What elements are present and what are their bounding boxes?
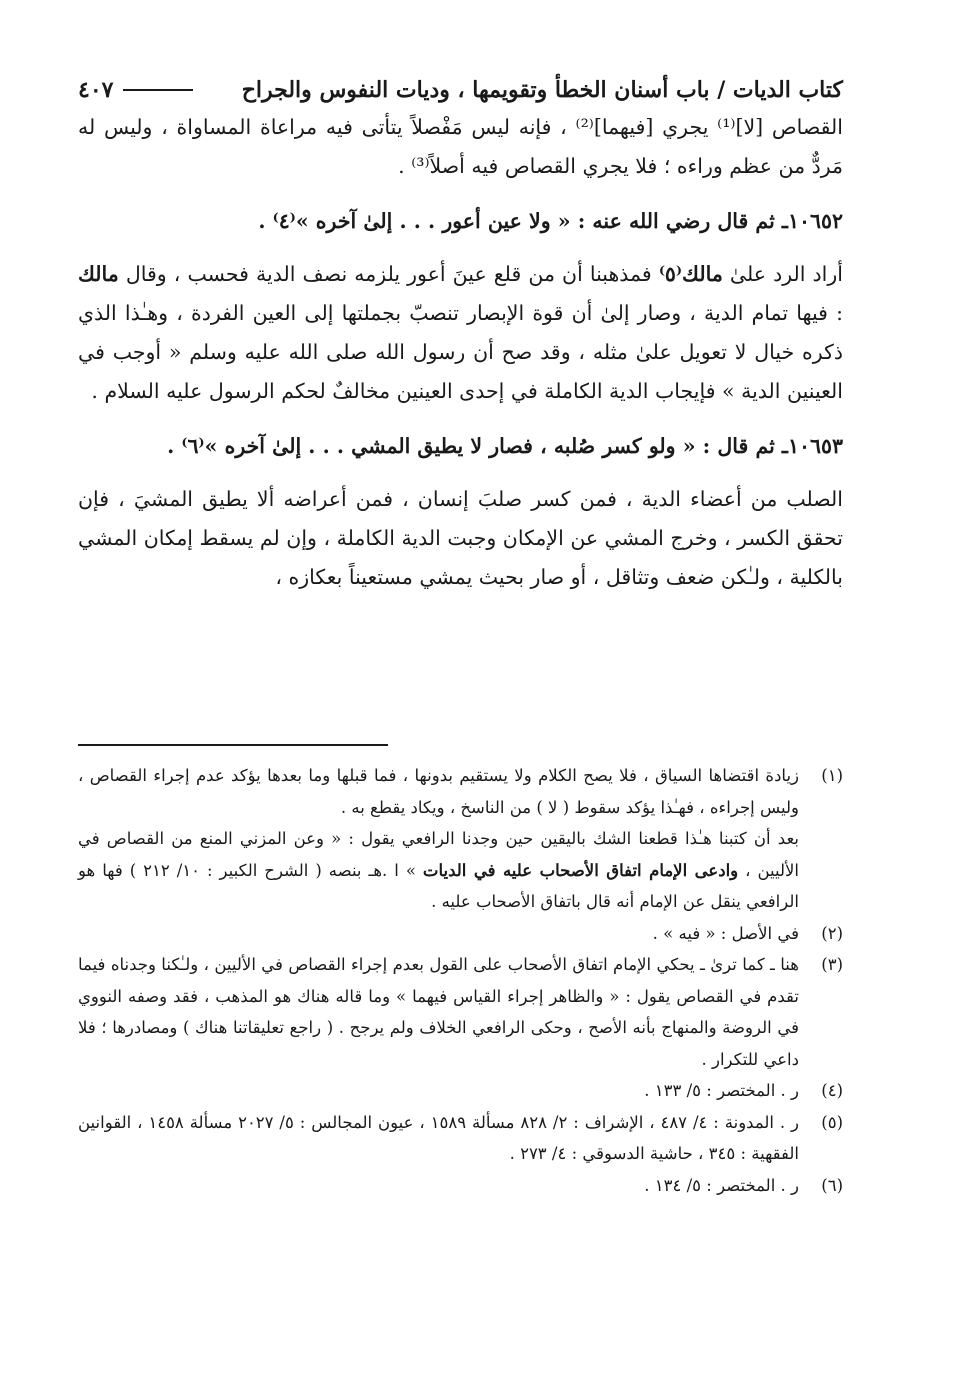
- paragraph-2-part-a: أراد الرد علىٰ: [729, 262, 843, 286]
- main-text: [78, 108, 843, 597]
- footnote-3: [78, 949, 843, 1075]
- footnote-text: ر . المختصر : ٥/ ١٣٣ .: [644, 1081, 799, 1100]
- issue-number: ١٠٦٥٢: [787, 209, 843, 233]
- footnote-number: (٦): [821, 1175, 843, 1195]
- malik-name-2: مالك: [78, 262, 119, 286]
- running-header: [78, 72, 843, 108]
- issue-lead: ـ ثم قال رضي الله عنه :: [577, 209, 788, 233]
- issue-quote: « ولا عين أعور . . . إلىٰ آخره »⁽٤⁾ .: [258, 209, 571, 233]
- footnote-number: (٥): [821, 1112, 843, 1132]
- footnote-text: زيادة اقتضاها السياق ، فلا يصح الكلام ولا يستقيم بدونها ، فما قبلها وما بعدها يؤكد عدم إجراء القصاص ، وليس إجراءه ، فهـٰذا يؤكد سقوط ( لا ) من الناسخ ، ويكاد يقطع به .: [78, 766, 799, 817]
- header-page-group: [78, 77, 193, 103]
- footnote-number: (٤): [821, 1081, 843, 1100]
- footnote-6: [78, 1170, 843, 1202]
- footnote-number: (٢): [821, 923, 843, 943]
- issue-10652: [78, 202, 843, 241]
- footnote-5: [78, 1107, 843, 1170]
- footnote-text: في الأصل : « فيه » .: [652, 923, 799, 943]
- header-title: كتاب الديات / باب أسنان الخطأ وتقويمها ، وديات النفوس والجراح: [241, 77, 843, 103]
- issue-10653: [78, 427, 843, 466]
- footnote-number: (١): [821, 766, 843, 785]
- paragraph-1: القصاص [لا]⁽¹⁾ يجري [فيهما]⁽²⁾ ، فإنه ليس مَفْصلاً يتأتى فيه مراعاة المساواة ، وليس له مَردٌّ من عظم وراءه ؛ فلا يجري القصاص فيه أصلاً⁽³⁾ .: [78, 115, 843, 178]
- document-page: [78, 72, 843, 1195]
- footnote-text: هنا ـ كما ترىٰ ـ يحكي الإمام اتفاق الأصحاب على القول بعدم إجراء القصاص في الأليين ، ولـٰكنا وجدناه فيما تقدم في القصاص يقول : « والظاهر إجراء القياس فيهما » وما قاله هناك هو المذهب ، فقد وصفه النووي في الروضة والمنهاج بأنه الأصح ، وحكى الرافعي الخلاف ولم يرجح . ( راجع تعليقاتنا هناك ) ومصادرها ؛ فلا داعي للتكرار .: [78, 955, 799, 1069]
- page-number: ٤٠٧: [78, 77, 114, 103]
- footnote-2: [78, 918, 843, 950]
- paragraph-2-part-b: فمذهبنا أن من قلع عينَ أعور يلزمه نصف الدية فحسب ، وقال: [125, 262, 652, 286]
- paragraph-3: الصلب من أعضاء الدية ، فمن كسر صلبَ إنسان ، فمن أعراضه ألا يطيق المشيَ ، فإن تحقق الكسر ، وخرج المشي عن الإمكان وجبت الدية الكاملة ، وإن لم يسقط إمكان المشي بالكلية ، ولـٰكن ضعف وتثاقل ، أو صار بحيث يمشي مستعيناً بعكازه ،: [78, 487, 843, 589]
- issue-quote: « ولو كسر صُلبه ، فصار لا يطيق المشي . . . إلىٰ آخره »⁽٦⁾ .: [167, 434, 696, 458]
- footnote-4: [78, 1075, 843, 1107]
- footnote-1-cont-bold: وادعى الإمام اتفاق الأصحاب عليه في الديات: [422, 860, 739, 880]
- issue-number: ١٠٦٥٣: [787, 434, 843, 458]
- header-rule: [123, 89, 193, 91]
- footnote-1-cont-a: بعد أن كتبنا هـٰذا قطعنا الشك باليقين حين وجدنا الرافعي يقول : « وعن المزني المنع من القصاص في الأليين ،: [78, 829, 799, 880]
- paragraph-2: [78, 255, 843, 411]
- paragraph-2-part-c: : فيها تمام الدية ، وصار إلىٰ أن قوة الإبصار تنصبّ بجملتها إلى العين الفردة ، وهـٰذا الذي ذكره خيال لا تعويل علىٰ مثله ، وقد صح أن رسول الله صلى الله عليه وسلم « أوجب في العينين الدية » فإيجاب الدية الكاملة في إحدى العينين مخالفٌ لحكم الرسول عليه السلام .: [78, 301, 843, 403]
- footnote-separator: [78, 744, 388, 746]
- malik-name: مالك⁽٥⁾: [658, 262, 723, 286]
- footnote-text: ر . المدونة : ٤/ ٤٨٧ ، الإشراف : ٢/ ٨٢٨ مسألة ١٥٨٩ ، عيون المجالس : ٥/ ٢٠٢٧ مسألة ١٤٥٨ ، القوانين الفقهية : ٣٤٥ ، حاشية الدسوقي : ٤/ ٢٧٣ .: [78, 1112, 800, 1163]
- footnote-1-continuation: [78, 823, 843, 918]
- footnote-number: (٣): [821, 955, 843, 974]
- issue-lead: ـ ثم قال :: [702, 434, 788, 458]
- footnote-text: ر . المختصر : ٥/ ١٣٤ .: [644, 1175, 799, 1195]
- footnote-1: [78, 760, 843, 823]
- footnotes: [78, 760, 843, 1201]
- footnote-1-cont-b: » ا .هـ بنصه ( الشرح الكبير : ١٠/ ٢١٢ ) فها هو الرافعي ينقل عن الإمام أنه قال باتفاق الأصحاب عليه .: [78, 860, 799, 911]
